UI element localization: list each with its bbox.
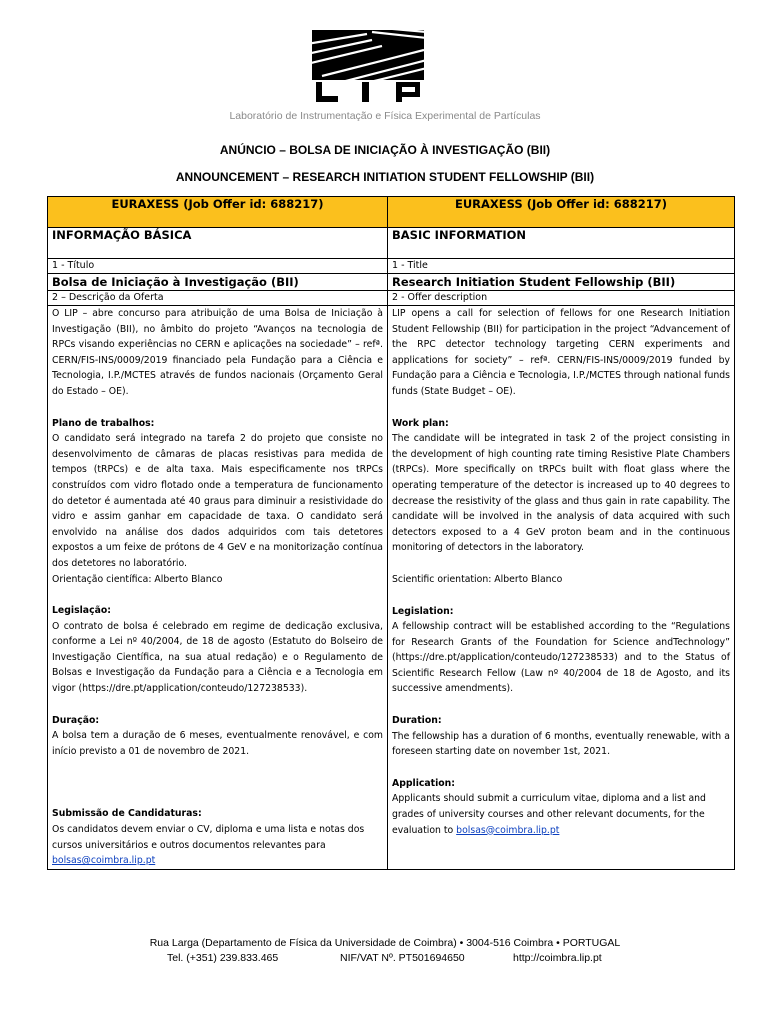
legislation-text-en: A fellowship contract will be established according to the “Regulations for Research Grants of the Foundation for Science andTechnology” (https://dre.pt/application/conteudo/127238533) and to the Status of Scientific Research Fellow (Law nº 40/2004 de 18 de Agosto, and its successive amendments). [392, 621, 730, 695]
title-value-pt: Bolsa de Iniciação à Investigação (BII) [48, 274, 388, 291]
application-text-en [392, 791, 730, 838]
application-text-pt [52, 822, 383, 869]
title-value-en: Research Initiation Student Fellowship (BII) [388, 274, 735, 291]
email-link-pt[interactable]: bolsas@coimbra.lip.pt [52, 855, 156, 867]
intro-text-pt: O LIP – abre concurso para atribuição de uma Bolsa de Iniciação à Investigação (BII), no âmbito do projeto “Avanços na tecnologia de RPCs visando experiências no CERN e aplicações na sociedade” – refª. CERN/FIS-INS/0009/2019 financiado pela Fundação para a Ciência e Tecnologia, I.P./MCTES através de fundos nacionais (Orçamento Geral do Estado – OE). [52, 308, 383, 397]
duration-heading-pt: Duração: [52, 714, 100, 726]
basic-info-heading-en: BASIC INFORMATION [388, 228, 735, 259]
application-body-en: Applicants should submit a curriculum vitae, diploma and a list and grades of university courses and other relevant documents, for the evaluation to [392, 793, 706, 836]
legislation-heading-pt: Legislação: [52, 605, 111, 617]
description-en [388, 306, 735, 870]
work-plan-text-pt: O candidato será integrado na tarefa 2 do projeto que consiste no desenvolvimento de câmaras de placas resistivas para medida de tempos (tRPCs) e de alta taxa. Mais especificamente nos tRPCs construídos com vidro flotado onde a temperatura de funcionamento do detetor é aumentada até 40 graus para diminuir a resistividade do vidro e assim ganhar em capacidade de taxa. O candidato será envolvido na análise dos dados adquiridos com tais detetores expostos a um feixe de prótons de 4 GeV e na monitorização contínua dos detetores no laboratório. [52, 433, 383, 569]
euraxess-header-pt: EURAXESS (Job Offer id: 688217) [48, 197, 388, 228]
email-link-en[interactable]: bolsas@coimbra.lip.pt [456, 824, 560, 836]
legislation-text-pt: O contrato de bolsa é celebrado em regime de dedicação exclusiva, conforme a Lei nº 40/2004, de 18 de agosto (Estatuto do Bolseiro de Investigação Científica, na sua atual redação) e o Regulamento de Bolsas e Investigação da Fundação para a Ciência e a Tecnologia em vigor (https://dre.pt/application/conteudo/127238533). [52, 620, 383, 695]
description-label-en: 2 - Offer description [388, 291, 735, 306]
work-plan-heading-en: Work plan: [392, 417, 449, 429]
orientation-en: Scientific orientation: Alberto Blanco [392, 573, 563, 585]
lab-name: Laboratório de Instrumentação e Física Experimental de Partículas [229, 110, 541, 122]
footer-url[interactable]: http://coimbra.lip.pt [513, 952, 602, 964]
euraxess-header-en: EURAXESS (Job Offer id: 688217) [388, 197, 735, 228]
orientation-pt: Orientação científica: Alberto Blanco [52, 573, 223, 585]
work-plan-heading-pt: Plano de trabalhos: [52, 417, 155, 429]
application-body-pt: Os candidatos devem enviar o CV, diploma e uma lista e notas dos cursos universitários e outros documentos relevantes para [52, 824, 365, 851]
footer-nif: NIF/VAT Nº. PT501694650 [340, 952, 465, 964]
title-label-pt: 1 - Título [48, 259, 388, 274]
legislation-heading-en: Legislation: [392, 605, 454, 617]
lip-logo [312, 30, 424, 102]
announcement-table [47, 196, 735, 870]
application-heading-pt: Submissão de Candidaturas: [52, 808, 202, 820]
description-pt [48, 306, 388, 870]
duration-text-pt: A bolsa tem a duração de 6 meses, eventualmente renovável, e com início previsto a 01 de novembro de 2021. [52, 730, 383, 757]
page-title-en: ANNOUNCEMENT – RESEARCH INITIATION STUDENT FELLOWSHIP (BII) [175, 170, 595, 184]
intro-text-en: LIP opens a call for selection of fellows for one Research Initiation Student Fellowship (BII) for participation in the project “Advancement of the RPC detector technology targeting CERN experiments and applications for society” – refª. CERN/FIS-INS/0009/2019 funded by Fundação para a Ciência e Tecnologia, I.P./MCTES through national funds funds (State Budget – OE). [392, 308, 730, 397]
footer-tel: Tel. (+351) 239.833.465 [167, 952, 279, 964]
duration-heading-en: Duration: [392, 715, 442, 727]
description-label-pt: 2 – Descrição da Oferta [48, 291, 388, 306]
title-label-en: 1 - Title [388, 259, 735, 274]
footer-address: Rua Larga (Departamento de Física da Universidade de Coimbra) • 3004-516 Coimbra • PORTUGAL [149, 937, 621, 949]
work-plan-text-en: The candidate will be integrated in task 2 of the project consisting in the development of high counting rate timing Resistive Plate Chambers (tRPCs). More specifically on tRPCs built with float glass where the operating temperature of the detector is increased up to 40 degrees to decrease the resistivity of the glass and thus gain in rate capability. The candidate will be involved in the analysis of data acquired with such detectors exposed to a 4 GeV proton beam and in the continuous monitoring of detectors in the laboratory. [392, 433, 730, 554]
basic-info-heading-pt: INFORMAÇÃO BÁSICA [48, 228, 388, 259]
application-heading-en: Application: [392, 777, 456, 789]
page-title-pt: ANÚNCIO – BOLSA DE INICIAÇÃO À INVESTIGAÇÃO (BII) [219, 143, 551, 157]
duration-text-en: The fellowship has a duration of 6 months, eventually renewable, with a foreseen starting date on november 1st, 2021. [392, 730, 730, 758]
